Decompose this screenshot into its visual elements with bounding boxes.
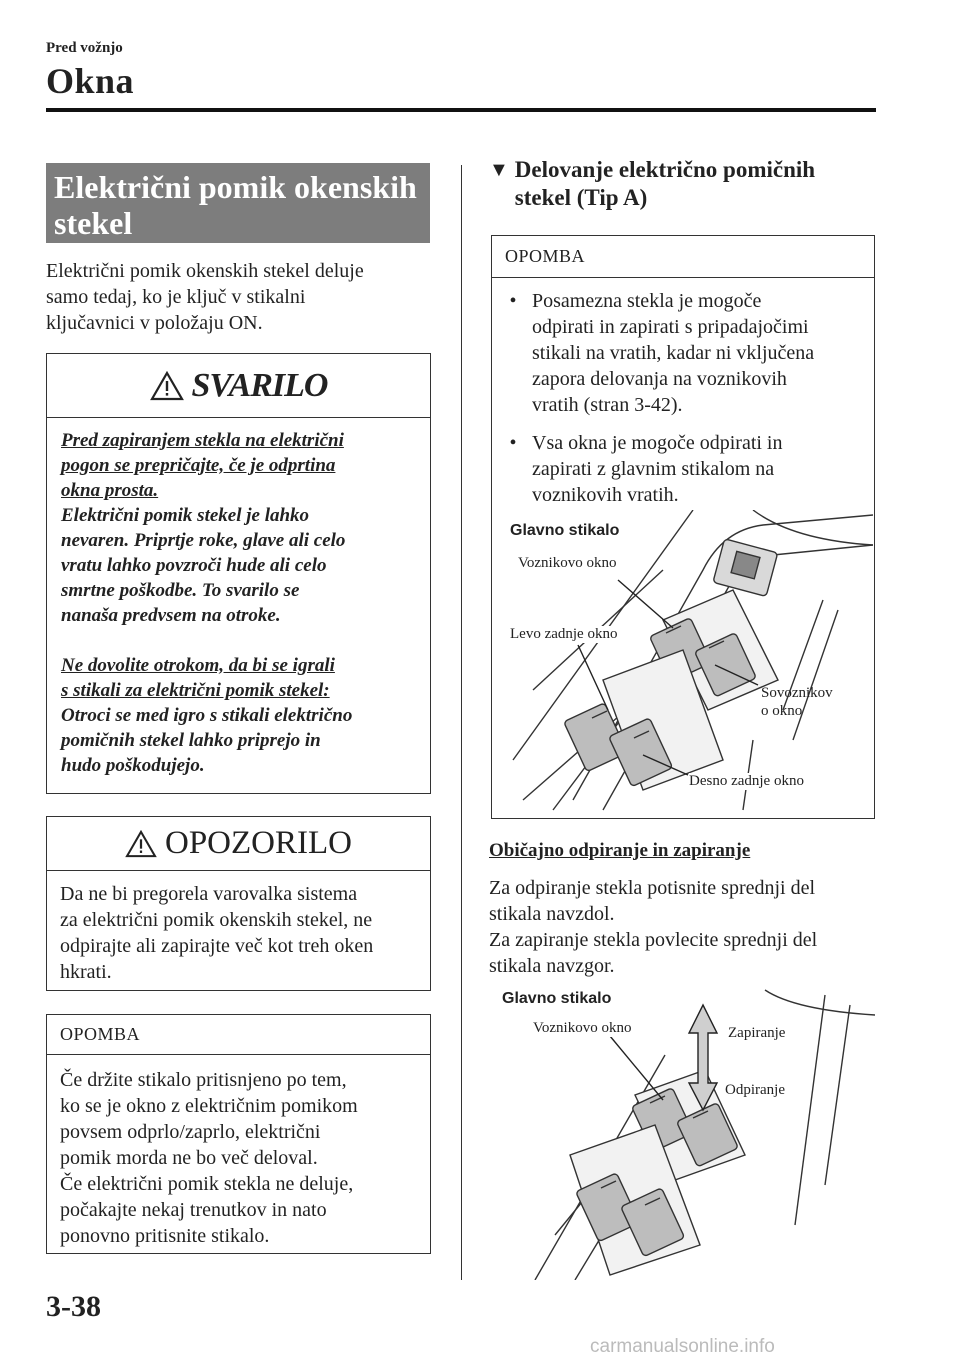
triangle-marker-icon: ▼ [489,159,509,181]
figure-label-close: Zapiranje [728,1025,786,1041]
warning-triangle-icon [125,830,157,858]
warning-line: nanaša predvsem na otroke. [61,605,281,626]
warning-line: s stikali za električni pomik stekel: [61,680,330,701]
intro-line: Električni pomik okenskih stekel deluje [46,260,364,282]
note-line: ko se je okno z električnim pomikom [60,1095,358,1117]
figure-label-main-switch: Glavno stikalo [502,990,612,1007]
note-line: povsem odprlo/zaprlo, električni [60,1121,321,1143]
warning-box [46,353,431,794]
figure-label-right-rear: Desno zadnje okno [689,773,804,789]
warning-line: Pred zapiranjem stekla na električni [61,430,344,451]
warning-line: pomičnih stekel lahko priprejo in [61,730,321,751]
figure-label-open: Odpiranje [725,1082,785,1098]
note-line: stikali na vratih, kadar ni vključena [532,342,815,364]
note-header: OPOMBA [492,236,874,278]
warning-line: okna prosta. [61,480,159,501]
caution-line: za električni pomik okenskih stekel, ne [60,909,373,931]
caution-header [47,817,430,871]
breadcrumb: Pred vožnjo [46,40,123,56]
normal-heading: Običajno odpiranje in zapiranje [489,840,751,861]
warning-title: SVARILO [191,366,328,404]
intro-line: ključavnici v položaju ON. [46,312,263,334]
note-line: Če držite stikalo pritisnjeno po tem, [60,1069,347,1091]
subsection-heading-line: Delovanje električno pomičnih [514,157,816,182]
note-line: pomik morda ne bo več deloval. [60,1147,318,1169]
caution-title: OPOZORILO [165,825,352,861]
note-line: počakajte nekaj trenutkov in nato [60,1199,327,1221]
note-line: Posamezna stekla je mogoče [532,290,762,312]
figure-label-line: Sovoznikov [761,685,833,701]
column-divider [461,165,462,1280]
normal-line: Za odpiranje stekla potisnite sprednji del [489,877,816,899]
note-line: zapirati z glavnim stikalom na [532,458,775,480]
caution-line: Da ne bi pregorela varovalka sistema [60,883,358,905]
caution-body [47,871,430,995]
note-box-left [46,1014,431,1254]
note-header: OPOMBA [47,1015,430,1055]
note-line: Vsa okna je mogoče odpirati in [532,432,783,454]
caution-box [46,816,431,991]
intro-line: samo tedaj, ko je ključ v stikalni [46,286,306,308]
warning-line: vratu lahko povzroči hude ali celo [61,555,327,576]
note-line: voznikovih vratih. [532,484,679,506]
caution-line: hkrati. [60,961,112,983]
open-close-illustration [495,985,875,1280]
subsection-heading-line: stekel (Tip A) [514,185,648,210]
note-line: odpirati in zapirati s pripadajočimi [532,316,809,338]
normal-line: stikala navzdol. [489,903,615,925]
bullet-dot: • [509,290,517,312]
warning-header [47,354,430,418]
note-line: vratih (stran 3-42). [532,394,683,416]
normal-line: stikala navzgor. [489,955,615,977]
figure-label-passenger [761,684,833,720]
warning-line: Ne dovolite otrokom, da bi se igrali [61,655,335,676]
note-line: ponovno pritisnite stikalo. [60,1225,270,1247]
normal-text [489,875,889,979]
figure-label-main-switch: Glavno stikalo [510,522,620,539]
note-body [492,278,874,518]
page-number: 3-38 [46,1290,101,1323]
normal-line: Za zapiranje stekla povlecite sprednji del [489,929,818,951]
caution-line: odpirajte ali zapirajte več kot treh oken [60,935,374,957]
page-title: Okna [46,61,135,101]
note-bullet [504,288,862,418]
note-bullet [504,430,862,508]
warning-body [47,418,430,788]
section-intro [46,258,436,336]
note-line: Če električni pomik stekla ne deluje, [60,1173,354,1195]
warning-line: Otroci se med igro s stikali električno [61,705,353,726]
warning-line: Električni pomik stekel je lahko [61,505,310,526]
figure-label-line: o okno [761,703,803,719]
subsection-heading [489,156,889,212]
figure-label-driver-window: Voznikovo okno [533,1020,632,1036]
switch-panel-illustration [493,510,873,817]
warning-line: hudo poškodujejo. [61,755,205,776]
note-line: zapora delovanja na voznikovih [532,368,787,390]
note-body [47,1055,430,1261]
section-heading: Električni pomik okenskih stekel [46,163,430,243]
watermark: carmanualsonline.info [590,1336,775,1357]
bullet-dot: • [509,432,517,454]
figure-label-driver-window: Voznikovo okno [518,555,617,571]
warning-line: nevaren. Priprtje roke, glave ali celo [61,530,346,551]
warning-triangle-icon [150,371,184,401]
warning-line: pogon se prepričajte, če je odprtina [61,455,336,476]
header-rule [46,108,876,112]
figure-label-left-rear: Levo zadnje okno [510,626,618,642]
warning-line: smrtne poškodbe. To svarilo se [61,580,300,601]
